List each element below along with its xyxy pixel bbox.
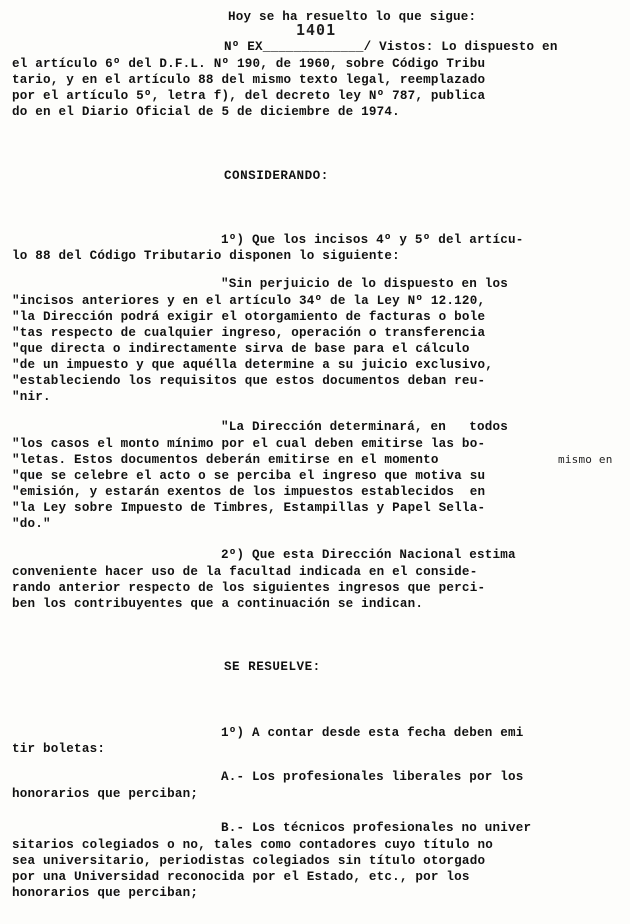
considerando-1-line: 1º) Que los incisos 4º y 5º del artícu-: [221, 233, 524, 247]
quote-2-line: "los casos el monto mínimo por el cual deben emitirse las bo-: [12, 437, 486, 451]
quote-2-line: "letas. Estos documentos deberán emitirse en el momento: [12, 453, 439, 467]
resuelve-1-line: 1º) A contar desde esta fecha deben emi: [221, 726, 524, 740]
quote-2-line: "que se celebre el acto o se perciba el ingreso que motiva su: [12, 469, 486, 483]
quote-2-line: "do.": [12, 517, 51, 531]
item-b-line: sitarios colegiados o no, tales como contadores cuyo título no: [12, 838, 493, 852]
quote-2-line: "La Dirección determinará, en todos: [221, 420, 509, 434]
quote-1-line: "nir.: [12, 390, 51, 404]
considerando-2-line: conveniente hacer uso de la facultad indicada en el conside-: [12, 565, 478, 579]
quote-1-line: "la Dirección podrá exigir el otorgamiento de facturas o bole: [12, 310, 486, 324]
vistos-line: Nº EX_____________/ Vistos: Lo dispuesto en: [224, 40, 558, 54]
considerando-2-line: ben los contribuyentes que a continuación se indican.: [12, 597, 424, 611]
quote-1-line: "incisos anteriores y en el artículo 34º de la Ley Nº 12.120,: [12, 294, 486, 308]
quote-1-line: "de un impuesto y que aquélla determine a su juicio exclusivo,: [12, 358, 493, 372]
quote-1-line: "Sin perjuicio de lo dispuesto en los: [221, 277, 509, 291]
document-number: 1401: [296, 21, 337, 39]
considerando-2-line: 2º) Que esta Dirección Nacional estima: [221, 548, 516, 562]
quote-1-line: "tas respecto de cualquier ingreso, operación o transferencia: [12, 326, 486, 340]
quote-1-line: "que directa o indirectamente sirva de base para el cálculo: [12, 342, 470, 356]
considerando-1-line: lo 88 del Código Tributario disponen lo siguiente:: [12, 249, 400, 263]
item-b-line: B.- Los técnicos profesionales no univer: [221, 821, 532, 835]
item-b-line: sea universitario, periodistas colegiados sin título otorgado: [12, 854, 486, 868]
considerando-heading: CONSIDERANDO:: [224, 169, 329, 183]
vistos-line: do en el Diario Oficial de 5 de diciembre de 1974.: [12, 105, 400, 119]
quote-1-line: "estableciendo los requisitos que estos documentos deban reu-: [12, 374, 486, 388]
resuelve-1-line: tir boletas:: [12, 742, 106, 756]
item-a-line: honorarios que perciban;: [12, 787, 199, 801]
item-b-line: por una Universidad reconocida por el Estado, etc., por los: [12, 870, 470, 884]
quote-2-line: "la Ley sobre Impuesto de Timbres, Estampillas y Papel Sella-: [12, 501, 486, 515]
item-b-line: honorarios que perciban;: [12, 886, 199, 900]
item-a-line: A.- Los profesionales liberales por los: [221, 770, 524, 784]
vistos-line: tario, y en el artículo 88 del mismo texto legal, reemplazado: [12, 73, 486, 87]
vistos-line: por el artículo 5º, letra f), del decreto ley Nº 787, publica: [12, 89, 486, 103]
considerando-2-line: rando anterior respecto de los siguientes ingresos que perci-: [12, 581, 486, 595]
overlay-inserted-text: mismo en: [558, 453, 613, 466]
vistos-line: el artículo 6º del D.F.L. Nº 190, de 1960, sobre Código Tribu: [12, 57, 486, 71]
resuelve-heading: SE RESUELVE:: [224, 660, 321, 674]
intro-line: Hoy se ha resuelto lo que sigue:: [228, 10, 477, 24]
quote-2-line: "emisión, y estarán exentos de los impuestos establecidos en: [12, 485, 486, 499]
